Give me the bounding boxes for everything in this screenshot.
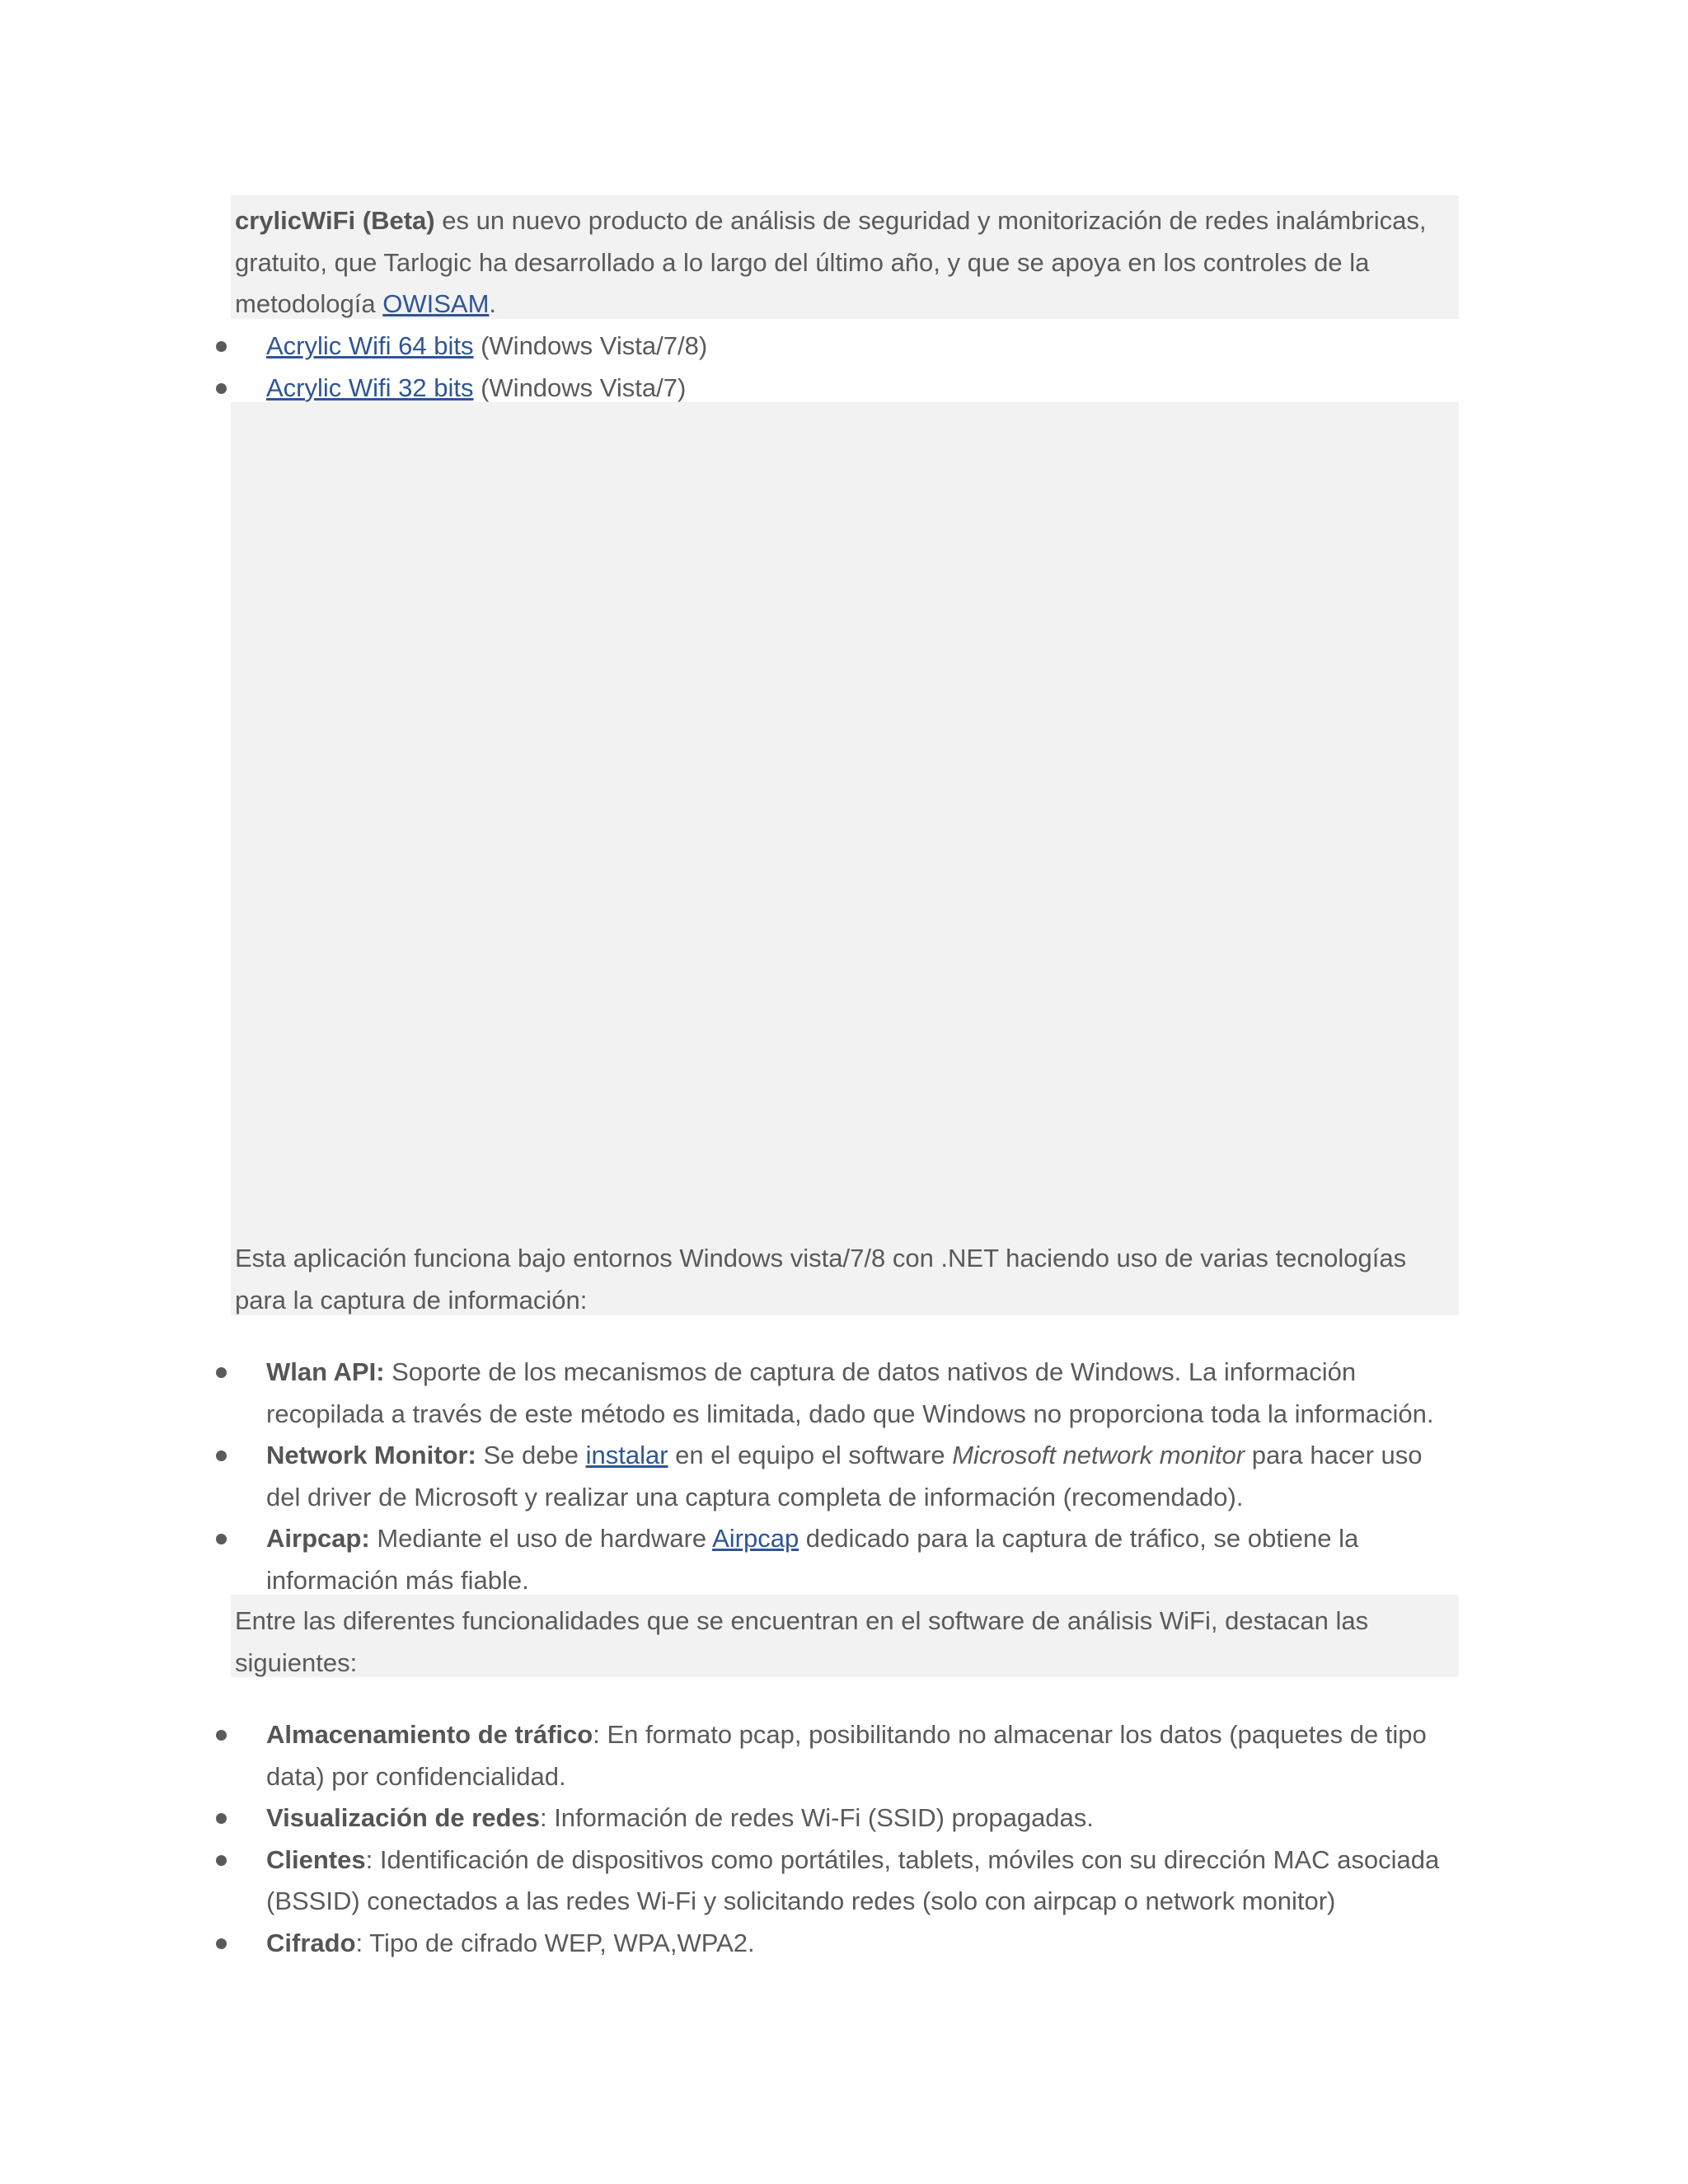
method-text: dedicado para la captura de tráfico, se obtiene la información más fiable. xyxy=(266,1524,1359,1595)
environment-paragraph: Esta aplicación funciona bajo entornos Windows vista/7/8 con .NET haciendo uso de varias tecnologías para la captura de información: xyxy=(235,1244,1407,1315)
download-64-link[interactable]: Acrylic Wifi 64 bits xyxy=(266,331,474,360)
intro-paragraph xyxy=(235,200,1455,326)
list-item xyxy=(0,1435,1461,1518)
method-title: Airpcap: xyxy=(266,1524,370,1553)
method-title: Network Monitor: xyxy=(266,1441,476,1469)
feature-text: : En formato pcap, posibilitando no almacenar los datos (paquetes de tipo data) por confidencialidad. xyxy=(266,1720,1427,1791)
features-intro-paragraph: Entre las diferentes funcionalidades que se encuentran en el software de análisis WiFi, destacan las siguientes: xyxy=(235,1606,1369,1677)
method-title: Wlan API: xyxy=(266,1357,385,1386)
feature-text: : Tipo de cifrado WEP, WPA,WPA2. xyxy=(355,1928,755,1957)
feature-title: Almacenamiento de tráfico xyxy=(266,1720,593,1749)
list-item xyxy=(0,1714,1461,1797)
list-item xyxy=(0,326,1461,368)
list-item xyxy=(0,1797,1461,1840)
bullet-icon xyxy=(216,1367,227,1378)
software-name: Microsoft network monitor xyxy=(952,1441,1245,1469)
app-name: crylicWiFi (Beta) xyxy=(235,206,435,235)
download-list xyxy=(0,326,1688,409)
media-placeholder-block xyxy=(231,402,1459,1315)
intro-text: es un nuevo producto de análisis de seguridad y monitorización de redes inalámbricas, gratuito, que Tarlogic ha desarrollado a lo largo del último año, y que se apoya en los controles de la metodología xyxy=(235,206,1427,318)
bullet-icon xyxy=(216,1534,227,1544)
bullet-icon xyxy=(216,1855,227,1866)
method-text: para hacer uso del driver de Microsoft y realizar una captura completa de información (recomendado). xyxy=(266,1441,1423,1511)
method-text: Mediante el uso de hardware xyxy=(369,1524,713,1553)
bullet-icon xyxy=(216,1451,227,1461)
bullet-icon xyxy=(216,383,227,394)
bullet-icon xyxy=(216,1813,227,1824)
capture-methods-list xyxy=(0,1352,1688,1601)
download-64-note: (Windows Vista/7/8) xyxy=(473,331,708,360)
method-text: Soporte de los mecanismos de captura de datos nativos de Windows. La información recopilada a través de este método es limitada, dado que Windows no proporciona toda la información. xyxy=(266,1357,1434,1428)
method-text: en el equipo el software xyxy=(668,1441,953,1469)
instalar-link[interactable]: instalar xyxy=(585,1441,668,1469)
bullet-icon xyxy=(216,341,227,352)
bullet-icon xyxy=(216,1938,227,1949)
features-list xyxy=(0,1714,1688,1964)
airpcap-link[interactable]: Airpcap xyxy=(712,1524,799,1553)
list-item xyxy=(0,1352,1461,1435)
download-32-note: (Windows Vista/7) xyxy=(473,373,687,402)
bullet-icon xyxy=(216,1730,227,1741)
feature-title: Cifrado xyxy=(266,1928,356,1957)
owisam-link[interactable]: OWISAM xyxy=(382,289,490,318)
feature-text: : Identificación de dispositivos como portátiles, tablets, móviles con su dirección MAC asociada (BSSID) conectados a las redes Wi-Fi y solicitando redes (solo con airpcap o network monitor) xyxy=(266,1844,1440,1915)
list-item xyxy=(0,1840,1461,1923)
feature-title: Visualización de redes xyxy=(266,1803,540,1832)
list-item xyxy=(0,1923,1461,1965)
intro-end: . xyxy=(489,289,497,318)
list-item xyxy=(0,1518,1461,1601)
method-text: Se debe xyxy=(476,1441,586,1469)
feature-text: : Información de redes Wi-Fi (SSID) propagadas. xyxy=(539,1803,1094,1832)
feature-title: Clientes xyxy=(266,1844,366,1874)
download-32-link[interactable]: Acrylic Wifi 32 bits xyxy=(266,373,474,402)
